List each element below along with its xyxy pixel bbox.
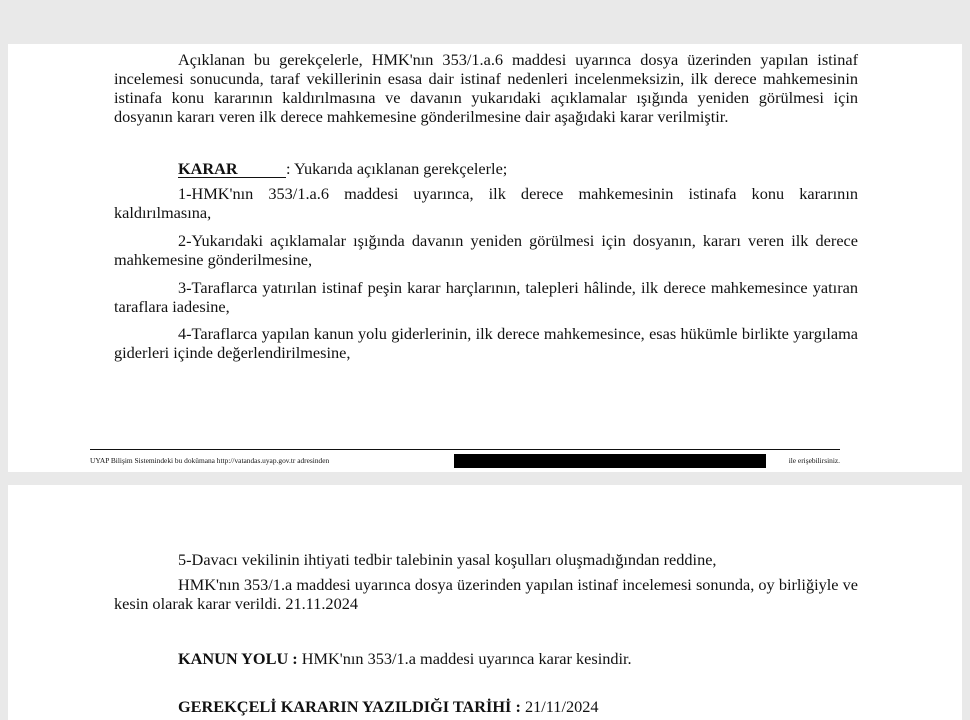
gerekce-date: 21/11/2024 — [524, 697, 599, 716]
footer-uyap-text: UYAP Bilişim Sistemindeki bu dokümana http://vatandas.uyap.gov.tr adresinden — [90, 456, 330, 465]
reasoning-paragraph — [114, 50, 858, 126]
footer-divider — [90, 449, 840, 450]
verdict-item-5 — [114, 550, 858, 569]
redacted-code — [454, 454, 766, 468]
verdict-item-2 — [114, 231, 858, 269]
verdict-item-1 — [114, 184, 858, 222]
karar-text: : Yukarıda açıklanan gerekçelerle; — [286, 159, 508, 178]
final-decision-text: HMK'nın 353/1.a maddesi uyarınca dosya üzerinden yapılan istinaf incelemesi sonunda, oy birliğiyle ve kesin olarak karar verildi. 21.11.2024 — [114, 575, 858, 613]
verdict-item-5-text: 5-Davacı vekilinin ihtiyati tedbir talebinin yasal koşulları oluşmadığından reddine, — [178, 550, 717, 569]
verdict-item-2-text: 2-Yukarıdaki açıklamalar ışığında davanın yeniden görülmesi için dosyanın, kararı veren ilk derece mahkemesine gönderilmesine, — [114, 231, 858, 269]
kanun-yolu-line — [178, 649, 632, 668]
gerekce-label: GEREKÇELİ KARARIN YAZILDIĞI TARİHİ : — [178, 697, 521, 716]
footer-access-text: ile erişebilirsiniz. — [788, 456, 840, 465]
final-decision-paragraph — [114, 575, 858, 613]
verdict-item-1-text: 1-HMK'nın 353/1.a.6 maddesi uyarınca, ilk derece mahkemesinin istinafa konu kararının kaldırılmasına, — [114, 184, 858, 222]
page-footer — [90, 454, 840, 468]
verdict-item-4-text: 4-Taraflarca yapılan kanun yolu giderlerinin, ilk derece mahkemesince, esas hükümle birlikte yargılama giderleri içinde değerlendirilmesine, — [114, 324, 858, 362]
karar-label: KARAR — [178, 161, 286, 178]
verdict-item-3 — [114, 278, 858, 316]
verdict-item-4 — [114, 324, 858, 362]
document-page-1 — [8, 44, 962, 472]
karar-heading — [114, 159, 858, 178]
gerekce-date-line — [178, 697, 599, 716]
verdict-item-3-text: 3-Taraflarca yatırılan istinaf peşin karar harçlarının, talepleri hâlinde, ilk derece mahkemesince yatıran taraflara iadesine, — [114, 278, 858, 316]
kanun-yolu-label: KANUN YOLU : — [178, 649, 298, 668]
document-page-2 — [8, 485, 962, 720]
reasoning-text: Açıklanan bu gerekçelerle, HMK'nın 353/1.a.6 maddesi uyarınca dosya üzerinden yapılan istinaf incelemesi sonucunda, taraf vekillerinin esasa dair istinaf nedenleri incelenmeksizin, ilk derece mahkemesinin istinafa konu kararının kaldırılmasına ve davanın yukarıdaki açıklamalar ışığında yeniden görülmesi için dosyanın kararı veren ilk derece mahkemesine gönderilmesine dair aşağıdaki karar verilmiştir. — [114, 50, 858, 126]
kanun-yolu-text: HMK'nın 353/1.a maddesi uyarınca karar kesindir. — [301, 649, 632, 668]
